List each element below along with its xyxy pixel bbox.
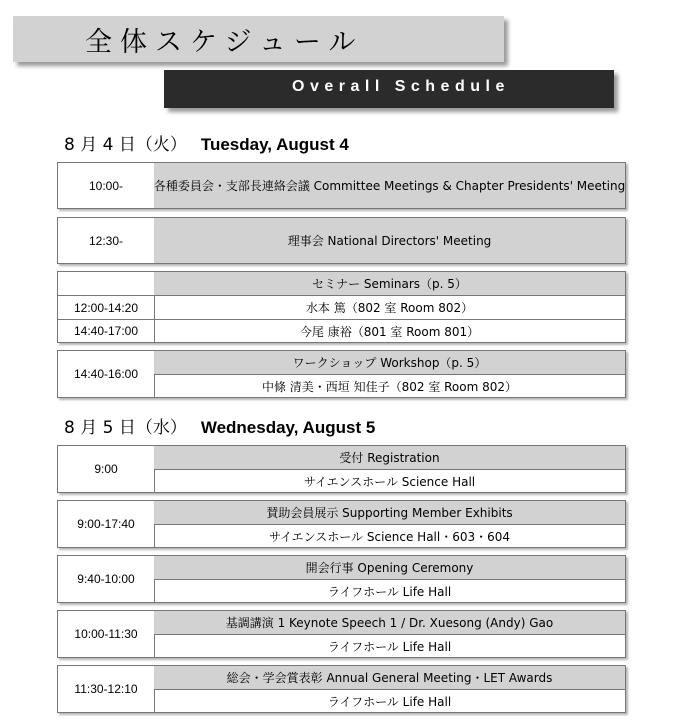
event-title-row xyxy=(58,666,625,689)
event-title-row xyxy=(58,556,625,579)
title-jp-banner xyxy=(13,16,504,62)
day1-date-en: Tuesday, August 4 xyxy=(200,135,349,154)
event-place: ライフホール Life Hall xyxy=(327,694,452,709)
event-time: 9:00-17:40 xyxy=(58,501,155,547)
table-row xyxy=(58,319,625,342)
event-title-row xyxy=(58,446,625,469)
event-title: 理事会 National Directors' Meeting xyxy=(154,218,625,263)
table-row xyxy=(58,295,625,319)
day2-date xyxy=(64,413,375,438)
event-time: 12:30- xyxy=(58,218,155,263)
event-place-row xyxy=(154,579,625,602)
seminar-time: 12:00-14:20 xyxy=(58,296,155,319)
workshop-block xyxy=(57,350,626,398)
seminar-time: 14:40-17:00 xyxy=(58,320,155,342)
event-title: 基調講演 1 Keynote Speech 1 / Dr. Xuesong (Andy) Gao xyxy=(154,611,625,634)
schedule-block xyxy=(57,445,626,493)
event-title-row xyxy=(58,501,625,524)
directors-block xyxy=(57,217,626,264)
empty-time-cell xyxy=(58,272,155,295)
event-place-row xyxy=(154,634,625,657)
event-place-row xyxy=(154,469,625,492)
schedule-block xyxy=(57,555,626,603)
event-time: 10:00- xyxy=(58,163,155,208)
event-place: ライフホール Life Hall xyxy=(327,584,452,599)
event-time: 9:00 xyxy=(58,446,155,492)
event-time: 9:40-10:00 xyxy=(58,556,155,602)
event-title: 総会・学会賞表彰 Annual General Meeting・LET Awards xyxy=(154,666,625,689)
table-row xyxy=(58,163,625,208)
event-title: 賛助会員展示 Supporting Member Exhibits xyxy=(154,501,625,524)
event-place: サイエンスホール Science Hall xyxy=(303,474,476,489)
workshop-detail: 中條 清美・西垣 知佳子（802 室 Room 802） xyxy=(261,379,518,394)
workshop-header: ワークショップ Workshop（p. 5） xyxy=(154,351,625,374)
workshop-time: 14:40-16:00 xyxy=(58,351,155,397)
schedule-block xyxy=(57,500,626,548)
seminar-detail: 水本 篤（802 室 Room 802） xyxy=(305,301,474,315)
seminars-header-row xyxy=(58,272,625,295)
schedule-block xyxy=(57,610,626,658)
event-place: サイエンスホール Science Hall・603・604 xyxy=(268,529,511,544)
day2-date-en: Wednesday, August 5 xyxy=(200,418,376,437)
event-place-row xyxy=(154,524,625,547)
event-title: 各種委員会・支部長連絡会議 Committee Meetings & Chapter Presidents' Meeting xyxy=(154,163,625,208)
event-title: 受付 Registration xyxy=(154,446,625,469)
event-title: 開会行事 Opening Ceremony xyxy=(154,556,625,579)
event-place-row xyxy=(154,689,625,712)
event-title-row xyxy=(58,611,625,634)
title-en: Overall Schedule xyxy=(292,78,510,95)
seminar-detail: 今尾 康裕（801 室 Room 801） xyxy=(299,324,480,339)
title-jp: 全体スケジュール xyxy=(85,27,364,58)
event-time: 10:00-11:30 xyxy=(58,611,155,657)
workshop-header-row xyxy=(58,351,625,374)
day1-date-jp: 8 月 4 日（火） xyxy=(64,135,187,155)
table-row xyxy=(58,218,625,263)
seminars-header: セミナー Seminars（p. 5） xyxy=(154,272,625,295)
day2-date-jp: 8 月 5 日（水） xyxy=(64,418,187,438)
workshop-detail-row xyxy=(154,374,625,397)
day1-date xyxy=(64,130,349,155)
title-en-banner xyxy=(164,70,614,108)
event-time: 11:30-12:10 xyxy=(58,666,155,712)
seminars-block xyxy=(57,271,626,343)
committee-block xyxy=(57,162,626,209)
schedule-block xyxy=(57,665,626,713)
event-place: ライフホール Life Hall xyxy=(327,639,452,654)
